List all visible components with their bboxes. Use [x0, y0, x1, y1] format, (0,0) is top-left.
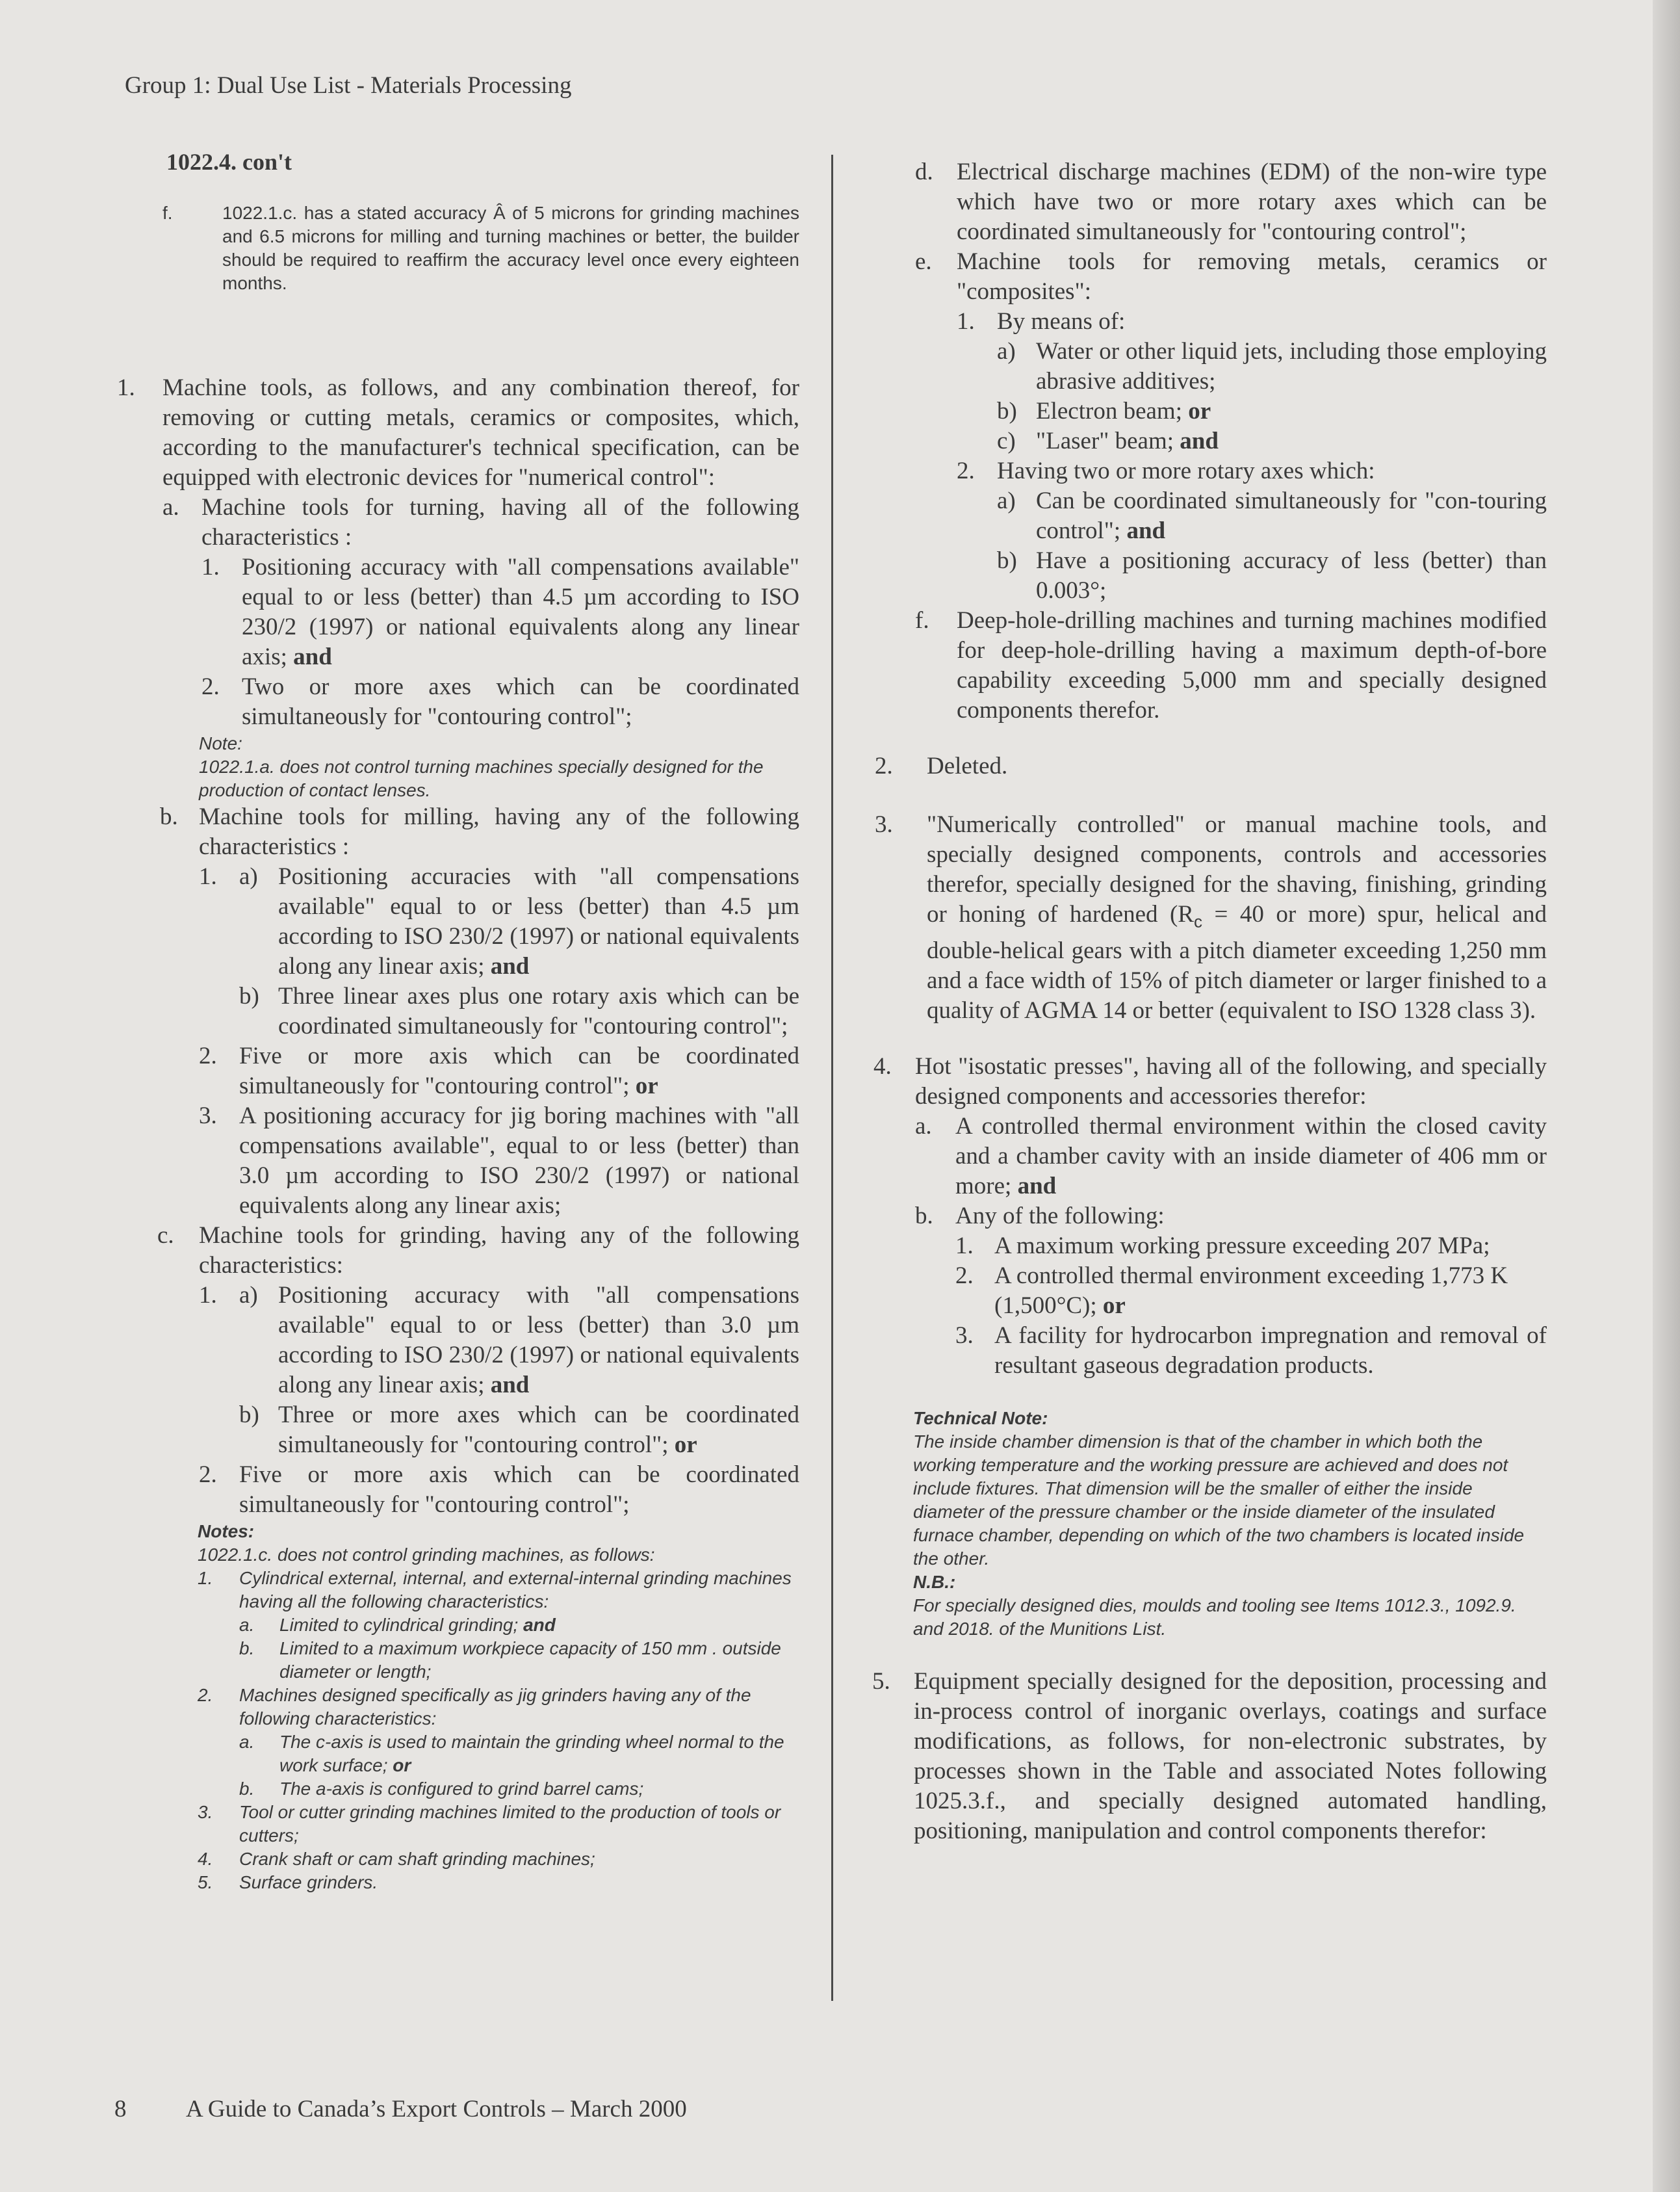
- item-2-number: 2.: [875, 753, 893, 779]
- item-4b-3-label: 3.: [955, 1322, 974, 1350]
- item-1-text: Machine tools, as follows, and any combination thereof, for removing or cutting metals, ceramics or composites, which, according to the manufacturer's technical specification, can be equipped with electronic devices for "numerical control":: [162, 374, 799, 491]
- item-1b-text: Machine tools for milling, having any of the following characteristics :: [199, 803, 799, 860]
- notes-item-1b-text: Limited to a maximum workpiece capacity of 150 mm . outside diameter or length;: [279, 1638, 781, 1682]
- item-1c-1b-text: Three or more axes which can be coordinated simultaneously for "contouring control"; or: [278, 1402, 799, 1458]
- notes-item-1-label: 1.: [198, 1568, 213, 1588]
- item-1e-2-text: Having two or more rotary axes which:: [997, 458, 1375, 484]
- item-1b-3: [199, 1101, 799, 1221]
- intro-note-label: f.: [162, 203, 173, 223]
- intro-note: [162, 202, 799, 295]
- technical-note-text: The inside chamber dimension is that of the chamber in which both the working temperature and the working pressure are achieved and does not include fixtures. That dimension will be the smaller of either the inside diameter of the pressure chamber or the inside diameter of the insulated furnace chamber, depending on which of the two chambers is located inside the other.: [913, 1431, 1525, 1569]
- item-1e: [915, 247, 1547, 307]
- item-1e-1a-label: a): [997, 338, 1016, 365]
- item-4a-label: a.: [915, 1113, 932, 1140]
- item-3-number: 3.: [875, 811, 893, 838]
- left-column: [117, 148, 799, 1894]
- item-1c-1b-label: b): [239, 1402, 259, 1428]
- item-1b: [160, 802, 799, 862]
- item-1b-1-label: 1.: [199, 863, 217, 890]
- item-1e-2a-text: Can be coordinated simultaneously for "con-touring control"; and: [1036, 488, 1547, 544]
- nb-heading: N.B.:: [913, 1572, 956, 1593]
- item-1e-2b: [997, 546, 1547, 606]
- item-1a-note-text: 1022.1.a. does not control turning machines specially designed for the production of contact lenses.: [199, 757, 764, 800]
- notes-item-5: [198, 1871, 799, 1894]
- item-1d: [915, 157, 1547, 247]
- section-heading: 1022.4. con't: [166, 149, 292, 175]
- notes-item-2b-label: b.: [239, 1779, 255, 1799]
- notes-item-1a: [239, 1613, 799, 1637]
- item-1e-1: [957, 307, 1547, 337]
- item-1e-1b-text: Electron beam; or: [1036, 398, 1211, 424]
- page-number: 8: [114, 2096, 127, 2122]
- notes-item-1b-label: b.: [239, 1638, 255, 1658]
- notes-item-2b-text: The a-axis is configured to grind barrel cams;: [279, 1779, 644, 1799]
- item-1c-notes: [198, 1520, 799, 1894]
- item-4b-3: [955, 1321, 1547, 1381]
- item-1e-1a: [997, 337, 1547, 397]
- item-4b: [915, 1201, 1547, 1231]
- item-1c-2: [199, 1460, 799, 1520]
- item-4b-2: [955, 1261, 1547, 1321]
- item-1e-2a: [997, 486, 1547, 546]
- item-1c-text: Machine tools for grinding, having any of the following characteristics:: [199, 1222, 799, 1279]
- notes-item-1b: [239, 1637, 799, 1684]
- item-1e-1-label: 1.: [957, 308, 975, 335]
- item-1a-1-text: Positioning accuracy with "all compensations available" equal to or less (better) than 4.5 µm according to ISO 230/2 (1997) or national equivalents along any linear axis; and: [242, 554, 799, 670]
- notes-item-3-label: 3.: [198, 1802, 213, 1822]
- item-4: [873, 1052, 1547, 1112]
- item-4b-3-text: A facility for hydrocarbon impregnation and removal of resultant gaseous degradation products.: [994, 1322, 1547, 1379]
- notes-item-1: [198, 1567, 799, 1613]
- item-1a: [162, 493, 799, 553]
- notes-item-2-label: 2.: [198, 1685, 213, 1705]
- nb-text: For specially designed dies, moulds and tooling see Items 1012.3., 1092.9. and 2018. of the Munitions List.: [913, 1595, 1516, 1639]
- item-1e-1a-text: Water or other liquid jets, including those employing abrasive additives;: [1036, 338, 1547, 395]
- item-4b-text: Any of the following:: [955, 1203, 1165, 1230]
- running-header: Group 1: Dual Use List - Materials Processing: [125, 72, 572, 99]
- item-1e-1-text: By means of:: [997, 308, 1126, 335]
- item-1c-1b: [239, 1400, 799, 1460]
- item-1b-2: [199, 1041, 799, 1101]
- item-1-number: 1.: [117, 374, 135, 401]
- notes-item-2b: [239, 1777, 799, 1801]
- item-1b-1a: [199, 862, 799, 982]
- footer-title: A Guide to Canada’s Export Controls – March 2000: [186, 2096, 687, 2122]
- item-1e-2b-label: b): [997, 547, 1017, 574]
- notes-item-2a-label: a.: [239, 1732, 255, 1752]
- item-1b-1a-label: a): [239, 863, 258, 890]
- item-5: [872, 1667, 1547, 1846]
- item-3: [875, 810, 1547, 1026]
- item-1f-label: f.: [915, 607, 929, 634]
- page-edge-shadow: [1653, 0, 1680, 2192]
- item-1b-label: b.: [160, 803, 178, 830]
- notes-item-1a-text: Limited to cylindrical grinding; and: [279, 1615, 556, 1635]
- item-4a: [915, 1112, 1547, 1201]
- item-4-text: Hot "isostatic presses", having all of the following, and specially designed components and accessories therefor:: [915, 1053, 1547, 1110]
- item-1c-2-text: Five or more axis which can be coordinated simultaneously for "contouring control";: [239, 1461, 799, 1518]
- item-1a-2-label: 2.: [201, 673, 220, 700]
- notes-item-4-text: Crank shaft or cam shaft grinding machines;: [239, 1849, 595, 1869]
- item-1b-2-text: Five or more axis which can be coordinated simultaneously for "contouring control"; or: [239, 1043, 799, 1099]
- notes-item-4: [198, 1847, 799, 1871]
- item-4b-2-text: A controlled thermal environment exceeding 1,773 K (1,500°C); or: [994, 1262, 1508, 1320]
- item-4b-2-label: 2.: [955, 1262, 974, 1290]
- notes-item-2: [198, 1684, 799, 1730]
- item-1b-3-label: 3.: [199, 1103, 217, 1129]
- item-1b-1b: [239, 982, 799, 1041]
- notes-item-1a-label: a.: [239, 1615, 255, 1635]
- item-4b-label: b.: [915, 1203, 933, 1230]
- item-2-text: Deleted.: [927, 753, 1008, 779]
- item-1a-note-heading: Note:: [199, 733, 242, 753]
- item-1a-2: [201, 672, 799, 732]
- intro-note-text: 1022.1.c. has a stated accuracy Â of 5 microns for grinding machines and 6.5 microns for milling and turning machines or better, the builder should be required to reaffirm the accuracy level once every eighteen months.: [222, 203, 799, 293]
- item-1a-2-text: Two or more axes which can be coordinated simultaneously for "contouring control";: [242, 673, 799, 730]
- item-4-number: 4.: [873, 1053, 892, 1080]
- item-1e-2-label: 2.: [957, 458, 975, 484]
- item-1a-1-label: 1.: [201, 554, 220, 581]
- notes-item-2a: [239, 1730, 799, 1777]
- notes-item-2-text: Machines designed specifically as jig grinders having any of the following characteristics:: [239, 1685, 751, 1729]
- right-column: [858, 157, 1547, 1846]
- notes-item-3-text: Tool or cutter grinding machines limited to the production of tools or cutters;: [239, 1802, 781, 1846]
- item-1c-label: c.: [157, 1222, 174, 1249]
- item-1c-notes-heading: Notes:: [198, 1521, 255, 1541]
- item-1e-1c-label: c): [997, 428, 1016, 454]
- item-1e-1b-label: b): [997, 398, 1017, 424]
- item-4b-1: [955, 1231, 1547, 1261]
- item-3-text: "Numerically controlled" or manual machine tools, and specially designed components, controls and accessories therefor, specially designed for the shaving, finishing, grinding or honing of hardened ($R_c = 40$ or more) spur, helical and double-helical gears with a pitch diameter exceeding 1,250 mm and a face width of 15% of pitch diameter or larger finished to a quality of AGMA 14 or better (equivalent to ISO 1328 class 3).: [927, 811, 1547, 1024]
- item-1c-1-label: 1.: [199, 1282, 217, 1309]
- item-1c-notes-intro: 1022.1.c. does not control grinding machines, as follows:: [198, 1545, 655, 1565]
- notes-item-4-label: 4.: [198, 1849, 213, 1869]
- item-1b-1a-text: Positioning accuracies with "all compensations available" equal to or less (better) than 4.5 µm according to ISO 230/2 (1997) or national equivalents along any linear axis; and: [278, 863, 799, 980]
- item-4b-1-text: A maximum working pressure exceeding 207 MPa;: [994, 1233, 1490, 1260]
- notes-item-2a-text: The c-axis is used to maintain the grinding wheel normal to the work surface; or: [279, 1732, 784, 1775]
- item-1: [117, 373, 799, 493]
- notes-item-1-text: Cylindrical external, internal, and external-internal grinding machines having all the following characteristics:: [239, 1568, 792, 1611]
- item-1d-label: d.: [915, 159, 933, 185]
- item-4b-1-label: 1.: [955, 1233, 974, 1260]
- item-1c-1a: [199, 1281, 799, 1400]
- item-1e-2b-text: Have a positioning accuracy of less (better) than 0.003°;: [1036, 547, 1547, 604]
- notes-item-5-label: 5.: [198, 1872, 213, 1892]
- item-2: [875, 751, 1547, 781]
- item-5-text: Equipment specially designed for the deposition, processing and in-process control of inorganic overlays, coatings and surface modifications, as follows, for non-electronic substrates, by processes shown in the Table and associated Notes following 1025.3.f., and specially designed automated handling, positioning, manipulation and control components therefor:: [914, 1668, 1547, 1845]
- item-1b-2-label: 2.: [199, 1043, 217, 1069]
- item-1a-label: a.: [162, 494, 179, 521]
- item-4a-text: A controlled thermal environment within the closed cavity and a chamber cavity with an inside diameter of 406 mm or more; and: [955, 1113, 1547, 1200]
- item-1b-3-text: A positioning accuracy for jig boring machines with "all compensations available", equal to or less (better) than 3.0 µm according to ISO 230/2 (1997) or national equivalents along any linear axis;: [239, 1103, 799, 1219]
- item-1e-1c: [997, 426, 1547, 456]
- item-1c-2-label: 2.: [199, 1461, 217, 1488]
- item-1c-1a-label: a): [239, 1282, 258, 1309]
- item-5-number: 5.: [872, 1668, 890, 1695]
- item-1f-text: Deep-hole-drilling machines and turning machines modified for deep-hole-drilling having a maximum depth-of-bore capability exceeding 5,000 mm and specially designed components therefor.: [957, 607, 1547, 724]
- notes-item-3: [198, 1801, 799, 1847]
- item-1b-1b-text: Three linear axes plus one rotary axis which can be coordinated simultaneously for "contouring control";: [278, 983, 799, 1039]
- item-1d-text: Electrical discharge machines (EDM) of the non-wire type which have two or more rotary axes which can be coordinated simultaneously for "contouring control";: [957, 159, 1547, 245]
- item-1e-text: Machine tools for removing metals, ceramics or "composites":: [957, 248, 1547, 305]
- item-1b-1b-label: b): [239, 983, 259, 1010]
- item-1a-text: Machine tools for turning, having all of the following characteristics :: [201, 494, 799, 551]
- item-1e-1b: [997, 397, 1547, 426]
- technical-note-heading: Technical Note:: [913, 1408, 1048, 1429]
- technical-note: [913, 1407, 1547, 1641]
- item-1e-label: e.: [915, 248, 932, 275]
- item-1c-1a-text: Positioning accuracy with "all compensations available" equal to or less (better) than 3.0 µm according to ISO 230/2 (1997) or national equivalents along any linear axis; and: [278, 1282, 799, 1398]
- item-1e-2: [957, 456, 1547, 486]
- item-1a-1: [201, 553, 799, 672]
- item-1e-2a-label: a): [997, 488, 1016, 514]
- item-1c: [157, 1221, 799, 1281]
- item-1f: [915, 606, 1547, 725]
- item-1e-1c-text: "Laser" beam; and: [1036, 428, 1219, 454]
- notes-item-5-text: Surface grinders.: [239, 1872, 378, 1892]
- column-divider: [831, 155, 833, 2001]
